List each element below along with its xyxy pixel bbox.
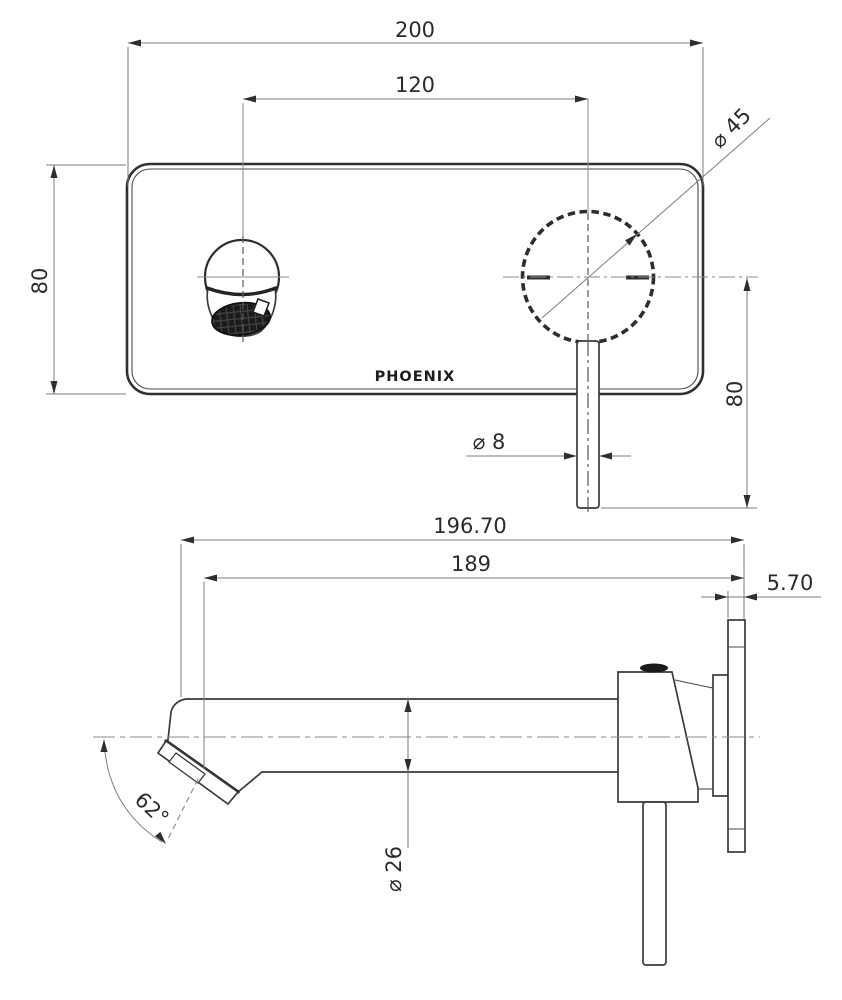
- brand-logo: PHOENIX: [374, 369, 456, 385]
- dim-plate-height: [28, 165, 126, 394]
- dim-19670-label: 196.70: [433, 514, 507, 538]
- wall-plate-side: [728, 620, 745, 852]
- dim-8-label: ⌀ 8: [472, 430, 506, 454]
- set-screw: [640, 664, 668, 673]
- dim-lever-diameter: [466, 430, 631, 460]
- handle-lever-side: [643, 802, 666, 965]
- dim-overall-width: [128, 18, 703, 186]
- dim-spout-spacing: [243, 73, 588, 103]
- dim-200-label: 200: [394, 18, 436, 42]
- dim-spout-diameter: [382, 697, 412, 892]
- side-view: [93, 514, 821, 965]
- mixer-body-side: [618, 620, 745, 965]
- dim-120-label: 120: [394, 73, 436, 97]
- dim-189-label: 189: [450, 552, 492, 576]
- dim-570-label: 5.70: [766, 571, 814, 595]
- dim-26-label: ⌀ 26: [382, 845, 406, 893]
- dim-80-left-label: 80: [28, 267, 52, 295]
- dim-45-label: ⌀ 45: [706, 103, 756, 153]
- body-flange: [713, 675, 728, 796]
- dim-62-label: 62°: [129, 787, 174, 831]
- dim-80-right-label: 80: [723, 380, 747, 408]
- spout-outlet-front: [205, 240, 279, 338]
- front-view: [28, 18, 770, 514]
- spout-tube-side: [158, 699, 618, 804]
